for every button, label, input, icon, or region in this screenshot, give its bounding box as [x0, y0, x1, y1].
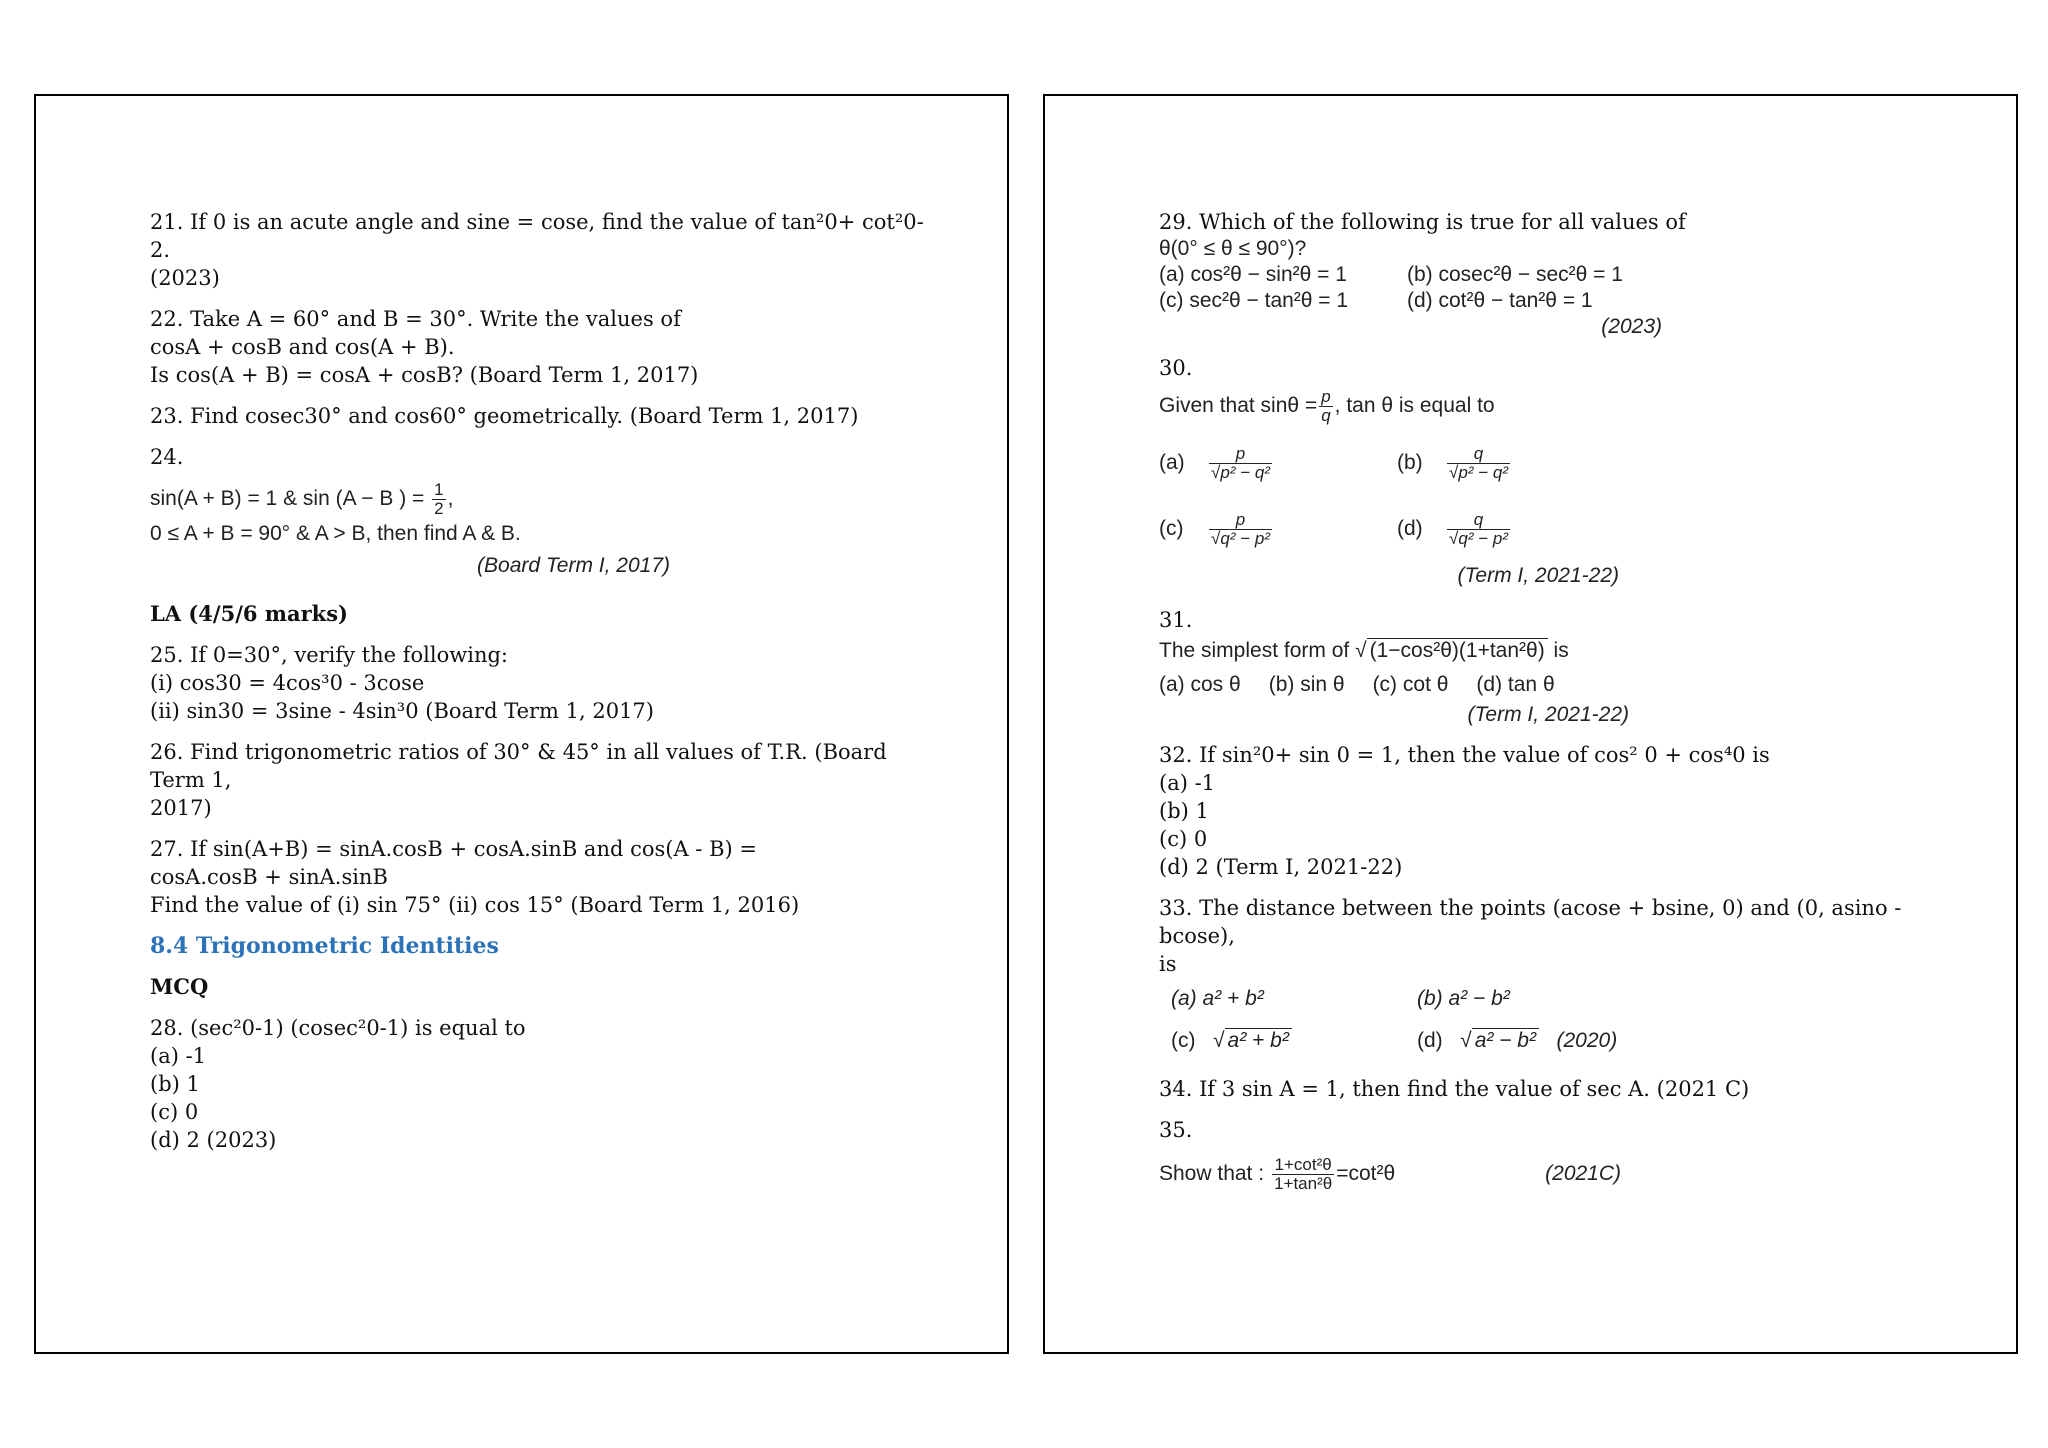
q32-option-b: (b) 1	[1159, 799, 1209, 823]
q30-b-num: q	[1447, 445, 1510, 464]
q30-a-den: √p² − q²	[1211, 462, 1270, 482]
q30-option-d	[1397, 496, 1635, 562]
q35-pre: Show that :	[1159, 1162, 1265, 1185]
q24-eq2: 0 ≤ A + B = 90° & A > B, then find A & B.	[150, 522, 521, 545]
q33-c-label: (c)	[1171, 1029, 1196, 1052]
q29-option-d: (d) cot²θ − tan²θ = 1	[1407, 289, 1593, 312]
q22-line2: cosA + cosB and cos(A + B).	[150, 335, 455, 359]
q33-image-block	[1159, 978, 1939, 1062]
q33-line2: is	[1159, 952, 1177, 976]
q26-line1: 26. Find trigonometric ratios of 30° & 45° in all values of T.R. (Board Term 1,	[150, 740, 887, 792]
q21-line1: 21. If 0 is an acute angle and sine = cose, find the value of tan²0+ cot²0-2.	[150, 210, 924, 262]
q31-options	[1159, 668, 1939, 702]
q31-option-b: (b) sin θ	[1268, 673, 1345, 696]
question-29	[1159, 208, 1939, 340]
q30-d-num: q	[1447, 511, 1510, 530]
q31-tag: (Term I, 2021-22)	[1467, 703, 1629, 726]
question-28	[150, 1014, 930, 1154]
q28-option-a: (a) -1	[150, 1044, 207, 1068]
q32-option-c: (c) 0	[1159, 827, 1208, 851]
q24-eq1-end: ,	[447, 487, 454, 511]
q33-option-d: (d) √ a² − b² (2020)	[1417, 1029, 1618, 1052]
q24-tag: (Board Term I, 2017)	[477, 554, 670, 577]
left-column	[150, 208, 930, 1167]
q24-eq1-left: sin(A + B) = 1 & sin (A − B ) =	[150, 487, 425, 511]
la-heading: LA (4/5/6 marks)	[150, 601, 348, 626]
q24-fraction	[432, 481, 445, 518]
q35-frac-den: 1+tan²θ	[1274, 1173, 1333, 1193]
q24-eq1	[150, 480, 454, 518]
q28-option-d: (d) 2 (2023)	[150, 1128, 277, 1152]
q31-option-c: (c) cot θ	[1372, 673, 1449, 696]
q25-line2: (i) cos30 = 4cos³0 - 3cose	[150, 671, 425, 695]
question-27	[150, 835, 930, 919]
mcq-heading: MCQ	[150, 974, 209, 999]
q32-option-a: (a) -1	[1159, 771, 1216, 795]
q29-option-b: (b) cosec²θ − sec²θ = 1	[1407, 263, 1623, 286]
q30-given: Given that sinθ =	[1159, 394, 1318, 417]
q31-stem-post: is	[1553, 639, 1569, 662]
q30-given-end: , tan θ is equal to	[1334, 394, 1495, 417]
q22-line3: Is cos(A + B) = cosA + cosB? (Board Term 1, 2017)	[150, 363, 699, 387]
q30-frac-den: q	[1321, 405, 1331, 425]
q30-tag: (Term I, 2021-22)	[1457, 564, 1619, 587]
q29-image-block	[1159, 236, 1939, 340]
question-21	[150, 208, 930, 292]
q35-image-block	[1159, 1144, 1939, 1204]
q27-line3: Find the value of (i) sin 75° (ii) cos 15° (Board Term 1, 2016)	[150, 893, 800, 917]
question-34	[1159, 1075, 1939, 1103]
q33-tag: (2020)	[1556, 1029, 1618, 1052]
q33-line1: 33. The distance between the points (acose + bsine, 0) and (0, asino - bcose),	[1159, 896, 1902, 948]
q33-c-radicand: a² + b²	[1225, 1028, 1292, 1052]
question-33	[1159, 894, 1939, 1062]
q30-option-c	[1159, 496, 1397, 562]
q33-d-label: (d)	[1417, 1029, 1443, 1052]
q35-tag: (2021C)	[1545, 1162, 1622, 1185]
q29-line1: 29. Which of the following is true for all values of	[1159, 210, 1686, 234]
q26-line2: 2017)	[150, 796, 212, 820]
q30-frac-num: p	[1321, 386, 1331, 406]
q29-option-c: (c) sec²θ − tan²θ = 1	[1159, 289, 1349, 312]
question-23	[150, 402, 930, 430]
q33-option-a: (a) a² + b²	[1171, 987, 1264, 1010]
q28-option-c: (c) 0	[150, 1100, 199, 1124]
q31-stem: The simplest form of √ (1−cos²θ)(1+tan²θ) is	[1159, 639, 1569, 662]
q30-a-num: p	[1209, 445, 1272, 464]
question-25	[150, 641, 930, 725]
q21-line2: (2023)	[150, 266, 220, 290]
q31-number: 31.	[1159, 608, 1193, 632]
q29-option-a: (a) cos²θ − sin²θ = 1	[1159, 263, 1347, 286]
q30-c-den: √q² − p²	[1211, 528, 1270, 548]
q27-line1: 27. If sin(A+B) = sinA.cosB + cosA.sinB and cos(A - B) =	[150, 837, 757, 861]
q24-number: 24.	[150, 445, 184, 469]
q24-frac-den: 2	[434, 499, 444, 518]
question-26	[150, 738, 930, 822]
q30-number: 30.	[1159, 356, 1193, 380]
q30-d-den: √q² − p²	[1449, 528, 1508, 548]
right-page	[1043, 94, 2018, 1354]
q29-options	[1159, 262, 1939, 314]
q31-image-block	[1159, 634, 1939, 728]
q28-option-b: (b) 1	[150, 1072, 200, 1096]
q33-options	[1171, 978, 1939, 1062]
q35-post: =cot²θ	[1336, 1162, 1396, 1185]
q23-text: 23. Find cosec30° and cos60° geometrically. (Board Term 1, 2017)	[150, 404, 859, 428]
q30-b-den: √p² − q²	[1449, 462, 1508, 482]
left-page	[34, 94, 1009, 1354]
q30-d-label: (d)	[1397, 517, 1423, 540]
q35-fraction	[1272, 1156, 1334, 1193]
q27-line2: cosA.cosB + sinA.sinB	[150, 865, 388, 889]
q35-frac-num: 1+cot²θ	[1272, 1156, 1334, 1175]
q33-option-b: (b) a² − b²	[1417, 987, 1510, 1010]
q29-tag: (2023)	[1601, 315, 1662, 338]
q30-option-b	[1397, 430, 1635, 496]
q30-c-num: p	[1209, 511, 1272, 530]
q31-radicand: (1−cos²θ)(1+tan²θ)	[1367, 638, 1548, 662]
question-35	[1159, 1116, 1939, 1204]
question-32	[1159, 741, 1939, 881]
q24-image-block	[150, 481, 930, 582]
q30-c-label: (c)	[1159, 517, 1184, 540]
question-31	[1159, 606, 1939, 728]
q25-line3: (ii) sin30 = 3sine - 4sin³0 (Board Term 1, 2017)	[150, 699, 654, 723]
q32-line1: 32. If sin²0+ sin 0 = 1, then the value of cos² 0 + cos⁴0 is	[1159, 743, 1770, 767]
q32-option-d: (d) 2 (Term I, 2021-22)	[1159, 855, 1403, 879]
q30-a-label: (a)	[1159, 451, 1185, 474]
q25-line1: 25. If 0=30°, verify the following:	[150, 643, 508, 667]
q31-stem-pre: The simplest form of	[1159, 639, 1350, 662]
question-30	[1159, 354, 1939, 590]
q31-option-d: (d) tan θ	[1476, 673, 1555, 696]
q35-number: 35.	[1159, 1118, 1193, 1142]
q30-stem	[1159, 382, 1939, 430]
q30-b-label: (b)	[1397, 451, 1423, 474]
q30-options	[1159, 430, 1679, 562]
question-24	[150, 443, 930, 582]
q33-option-c: (c) √ a² + b²	[1171, 1020, 1417, 1062]
right-column	[1159, 208, 1939, 1217]
q30-stem-fraction	[1319, 388, 1332, 425]
q24-frac-num: 1	[434, 480, 444, 499]
q29-line2: θ(0° ≤ θ ≤ 90°)?	[1159, 237, 1307, 260]
q33-d-radicand: a² − b²	[1472, 1028, 1539, 1052]
q31-option-a: (a) cos θ	[1159, 673, 1241, 696]
q22-line1: 22. Take A = 60° and B = 30°. Write the values of	[150, 307, 681, 331]
section-heading: 8.4 Trigonometric Identities	[150, 933, 499, 959]
question-22	[150, 305, 930, 389]
q28-line1: 28. (sec²0-1) (cosec²0-1) is equal to	[150, 1016, 526, 1040]
q34-text: 34. If 3 sin A = 1, then find the value of sec A. (2021 C)	[1159, 1077, 1750, 1101]
q30-image-block	[1159, 382, 1939, 590]
q30-option-a	[1159, 430, 1397, 496]
